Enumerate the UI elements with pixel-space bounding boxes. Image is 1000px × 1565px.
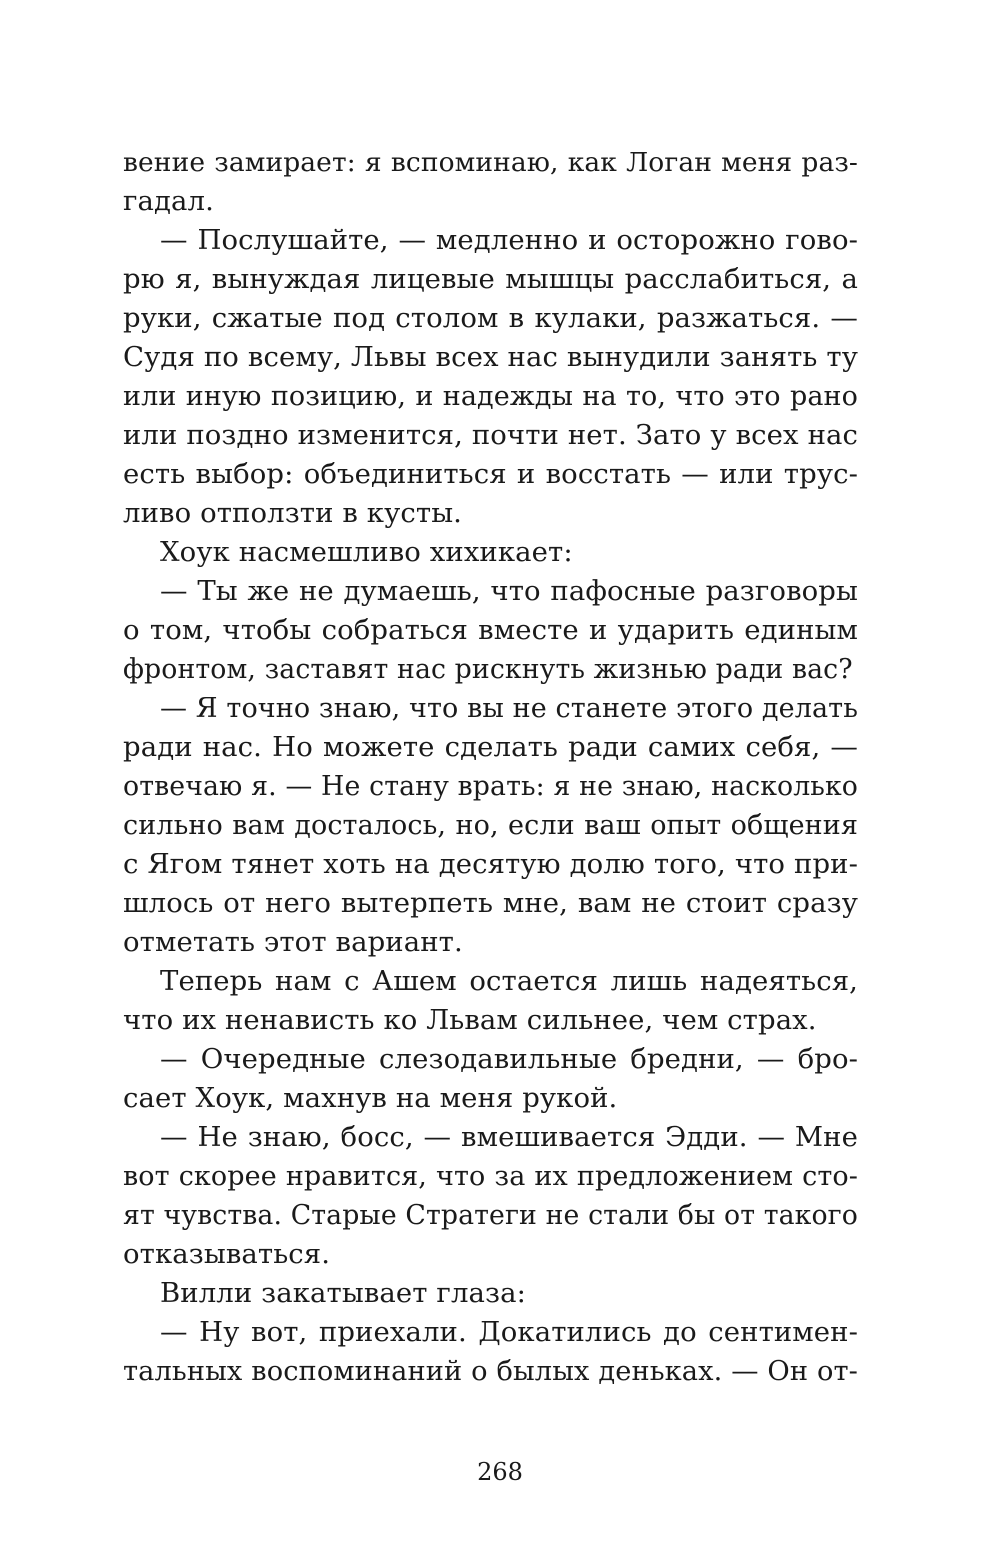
text-line: отметать этот вариант. bbox=[123, 926, 463, 958]
text-line: гадал. bbox=[123, 185, 214, 217]
text-line: о том, чтобы собраться вместе и ударить единым bbox=[123, 614, 858, 646]
text-line: — Не знаю, босс, — вмешивается Эдди. — Мне bbox=[160, 1121, 858, 1153]
text-line: руки, сжатые под столом в кулаки, разжаться. — bbox=[123, 302, 858, 334]
text-line: Вилли закатывает глаза: bbox=[160, 1277, 526, 1309]
text-line: вот скорее нравится, что за их предложением сто- bbox=[123, 1161, 858, 1192]
text-line: — Я точно знаю, что вы не станете этого делать bbox=[160, 693, 858, 724]
body-text bbox=[123, 143, 858, 1391]
text-line: Теперь нам с Ашем остается лишь надеяться, bbox=[160, 965, 858, 997]
text-line: — Послушайте, — медленно и осторожно гово- bbox=[160, 224, 858, 256]
text-line: — Очередные слезодавильные бредни, — бро- bbox=[160, 1043, 858, 1075]
text-line: есть выбор: объединиться и восстать — или трус- bbox=[123, 458, 858, 490]
page-number: 268 bbox=[477, 1458, 523, 1486]
text-line: отказываться. bbox=[123, 1238, 331, 1270]
text-line: сает Хоук, махнув на меня рукой. bbox=[123, 1082, 618, 1114]
text-line: Судя по всему, Львы всех нас вынудили занять ту bbox=[123, 341, 858, 373]
text-line: ливо отползти в кусты. bbox=[123, 497, 463, 529]
text-line: ят чувства. Старые Стратеги не стали бы от такого bbox=[123, 1200, 858, 1231]
text-line: или иную позицию, и надежды на то, что это рано bbox=[123, 381, 858, 412]
text-line: ради нас. Но можете сделать ради самих себя, — bbox=[123, 731, 858, 763]
text-line: фронтом, заставят нас рискнуть жизнью ради вас? bbox=[123, 654, 853, 685]
text-line: что их ненависть ко Львам сильнее, чем страх. bbox=[123, 1004, 817, 1036]
text-line: тальных воспоминаний о былых деньках. — Он от- bbox=[123, 1356, 858, 1387]
text-line: отвечаю я. — Не стану врать: я не знаю, насколько bbox=[123, 771, 858, 802]
text-line: — Ну вот, приехали. Докатились до сентимен- bbox=[160, 1316, 858, 1348]
text-line: с Ягом тянет хоть на десятую долю того, что при- bbox=[123, 848, 858, 880]
text-line: вение замирает: я вспоминаю, как Логан меня раз- bbox=[123, 147, 858, 178]
text-line: — Ты же не думаешь, что пафосные разговоры bbox=[160, 575, 858, 607]
text-line: Хоук насмешливо хихикает: bbox=[160, 536, 573, 568]
text-line: шлось от него вытерпеть мне, вам не стоит сразу bbox=[123, 887, 858, 919]
text-line: или поздно изменится, почти нет. Зато у всех нас bbox=[123, 419, 858, 451]
text-line: сильно вам досталось, но, если ваш опыт общения bbox=[123, 810, 858, 841]
text-line: рю я, вынуждая лицевые мышцы расслабиться, а bbox=[123, 263, 858, 295]
